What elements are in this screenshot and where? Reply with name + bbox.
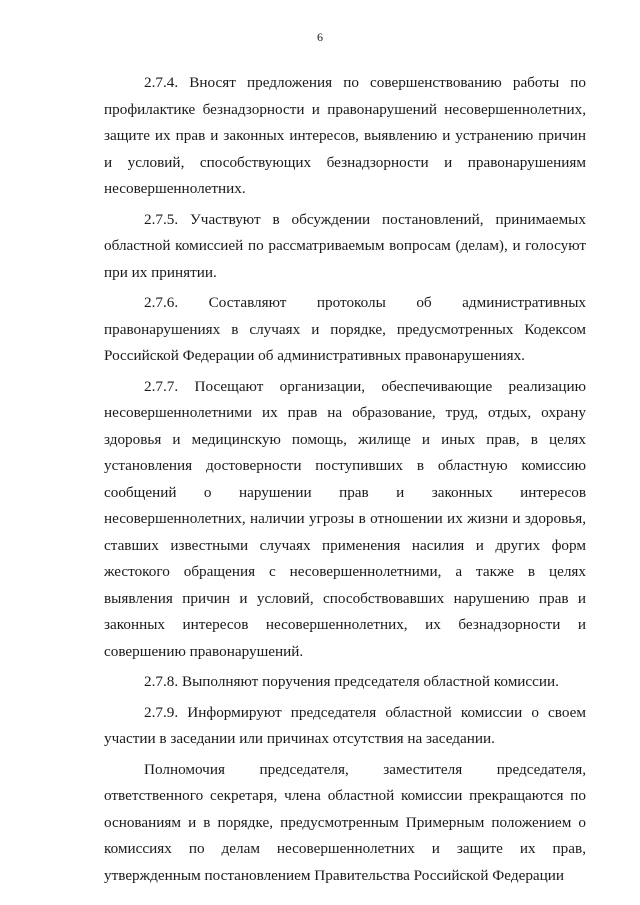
- paragraph-powers-termination: Полномочия председателя, заместителя председателя, ответственного секретаря, члена областной комиссии прекращаются по основаниям и в порядке, предусмотренным Примерным положением о комиссиях по делам несовершеннолетних и защите их прав, утвержденным постановлением Правительства Российской Федерации: [104, 760, 586, 884]
- paragraph-2-7-8: 2.7.8. Выполняют поручения председателя областной комиссии.: [144, 673, 559, 690]
- page-number: 6: [317, 30, 323, 44]
- paragraph-2-7-7: 2.7.7. Посещают организации, обеспечивающие реализацию несовершеннолетними их прав на образование, труд, отдых, охрану здоровья и медицинскую помощь, жилище и иных прав, в целях установления достоверности поступивших в областную комиссию сообщений о нарушении прав и законных интересов несовершеннолетних, наличии угрозы в отношении их жизни и здоровья, ставших известными случаях применения насилия и других форм жестокого обращения с несовершеннолетними, а также в целях выявления причин и условий, способствовавших нарушению прав и законных интересов несовершеннолетних, их безнадзорности и совершению правонарушений.: [104, 377, 586, 660]
- document-body: [104, 70, 586, 893]
- paragraph-2-7-9: 2.7.9. Информируют председателя областной комиссии о своем участии в заседании или причинах отсутствия на заседании.: [104, 703, 586, 747]
- paragraph-2-7-6: 2.7.6. Составляют протоколы об административных правонарушениях в случаях и порядке, предусмотренных Кодексом Российской Федерации об административных правонарушениях.: [104, 294, 586, 364]
- paragraph-2-7-5: 2.7.5. Участвуют в обсуждении постановлений, принимаемых областной комиссией по рассматриваемым вопросам (делам), и голосуют при их принятии.: [104, 210, 586, 281]
- paragraph-2-7-4: 2.7.4. Вносят предложения по совершенствованию работы по профилактике безнадзорности и правонарушений несовершеннолетних, защите их прав и законных интересов, выявлению и устранению причин и условий, способствующих безнадзорности и правонарушениям несовершеннолетних.: [104, 74, 586, 197]
